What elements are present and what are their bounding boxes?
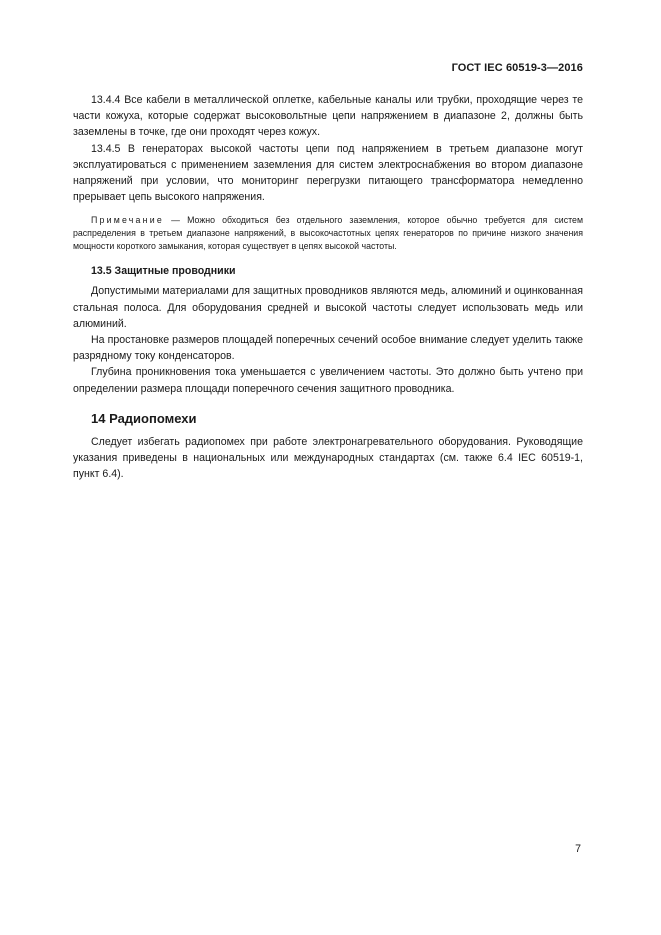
section-13-5-paragraph-3: Глубина проникновения тока уменьшается с увеличением частоты. Это должно быть учтено при определении размера площади поперечного сечения защитного проводника.	[73, 366, 583, 395]
section-14-heading: 14 Радиопомехи	[91, 410, 197, 426]
section-14-paragraph-1: Следует избегать радиопомех при работе электронагревательного оборудования. Руководящие указания приведены в национальных или международных стандартах (см. также 6.4 IEC 60519-1, пункт 6.4).	[73, 435, 583, 481]
paragraph-13-4-4: 13.4.4 Все кабели в металлической оплетке, кабельные каналы или трубки, проходящие через те части кожуха, которые содержат высоковольтные цепи напряжением в диапазоне 2, должны быть заземлены в точке, где они проходят через кожух.	[73, 94, 583, 139]
page-content	[73, 92, 583, 482]
note-label: Примечание	[91, 215, 164, 226]
paragraph-13-4-5: 13.4.5 В генераторах высокой частоты цепи под напряжением в третьем диапазоне могут эксплуатироваться с применением заземления для систем электроснабжения во втором диапазоне напряжений при условии, что мониторинг перегрузки питающего трансформатора немедленно прерывает цепь высокого напряжения.	[73, 142, 583, 204]
note-text: — Можно обходиться без отдельного заземления, которое обычно требуется для систем распределения в третьем диапазоне напряжений, в высокочастотных цепях генераторов по причине низкого значения мощности короткого замыкания, которая существует в цепях высокой частоты.	[73, 215, 583, 252]
document-code-header: ГОСТ IEC 60519-3—2016	[451, 62, 583, 74]
note-paragraph	[73, 214, 583, 253]
page-number: 7	[575, 843, 581, 855]
section-13-5-paragraph-1: Допустимыми материалами для защитных проводников являются медь, алюминий и оцинкованная стальная полоса. Для оборудования средней и высокой частоты следует использовать медь или алюминий.	[73, 285, 583, 330]
section-13-5-paragraph-2: На простановке размеров площадей поперечных сечений особое внимание следует уделить также разрядному току конденсаторов.	[73, 334, 583, 363]
section-13-5-heading: 13.5 Защитные проводники	[91, 265, 236, 278]
